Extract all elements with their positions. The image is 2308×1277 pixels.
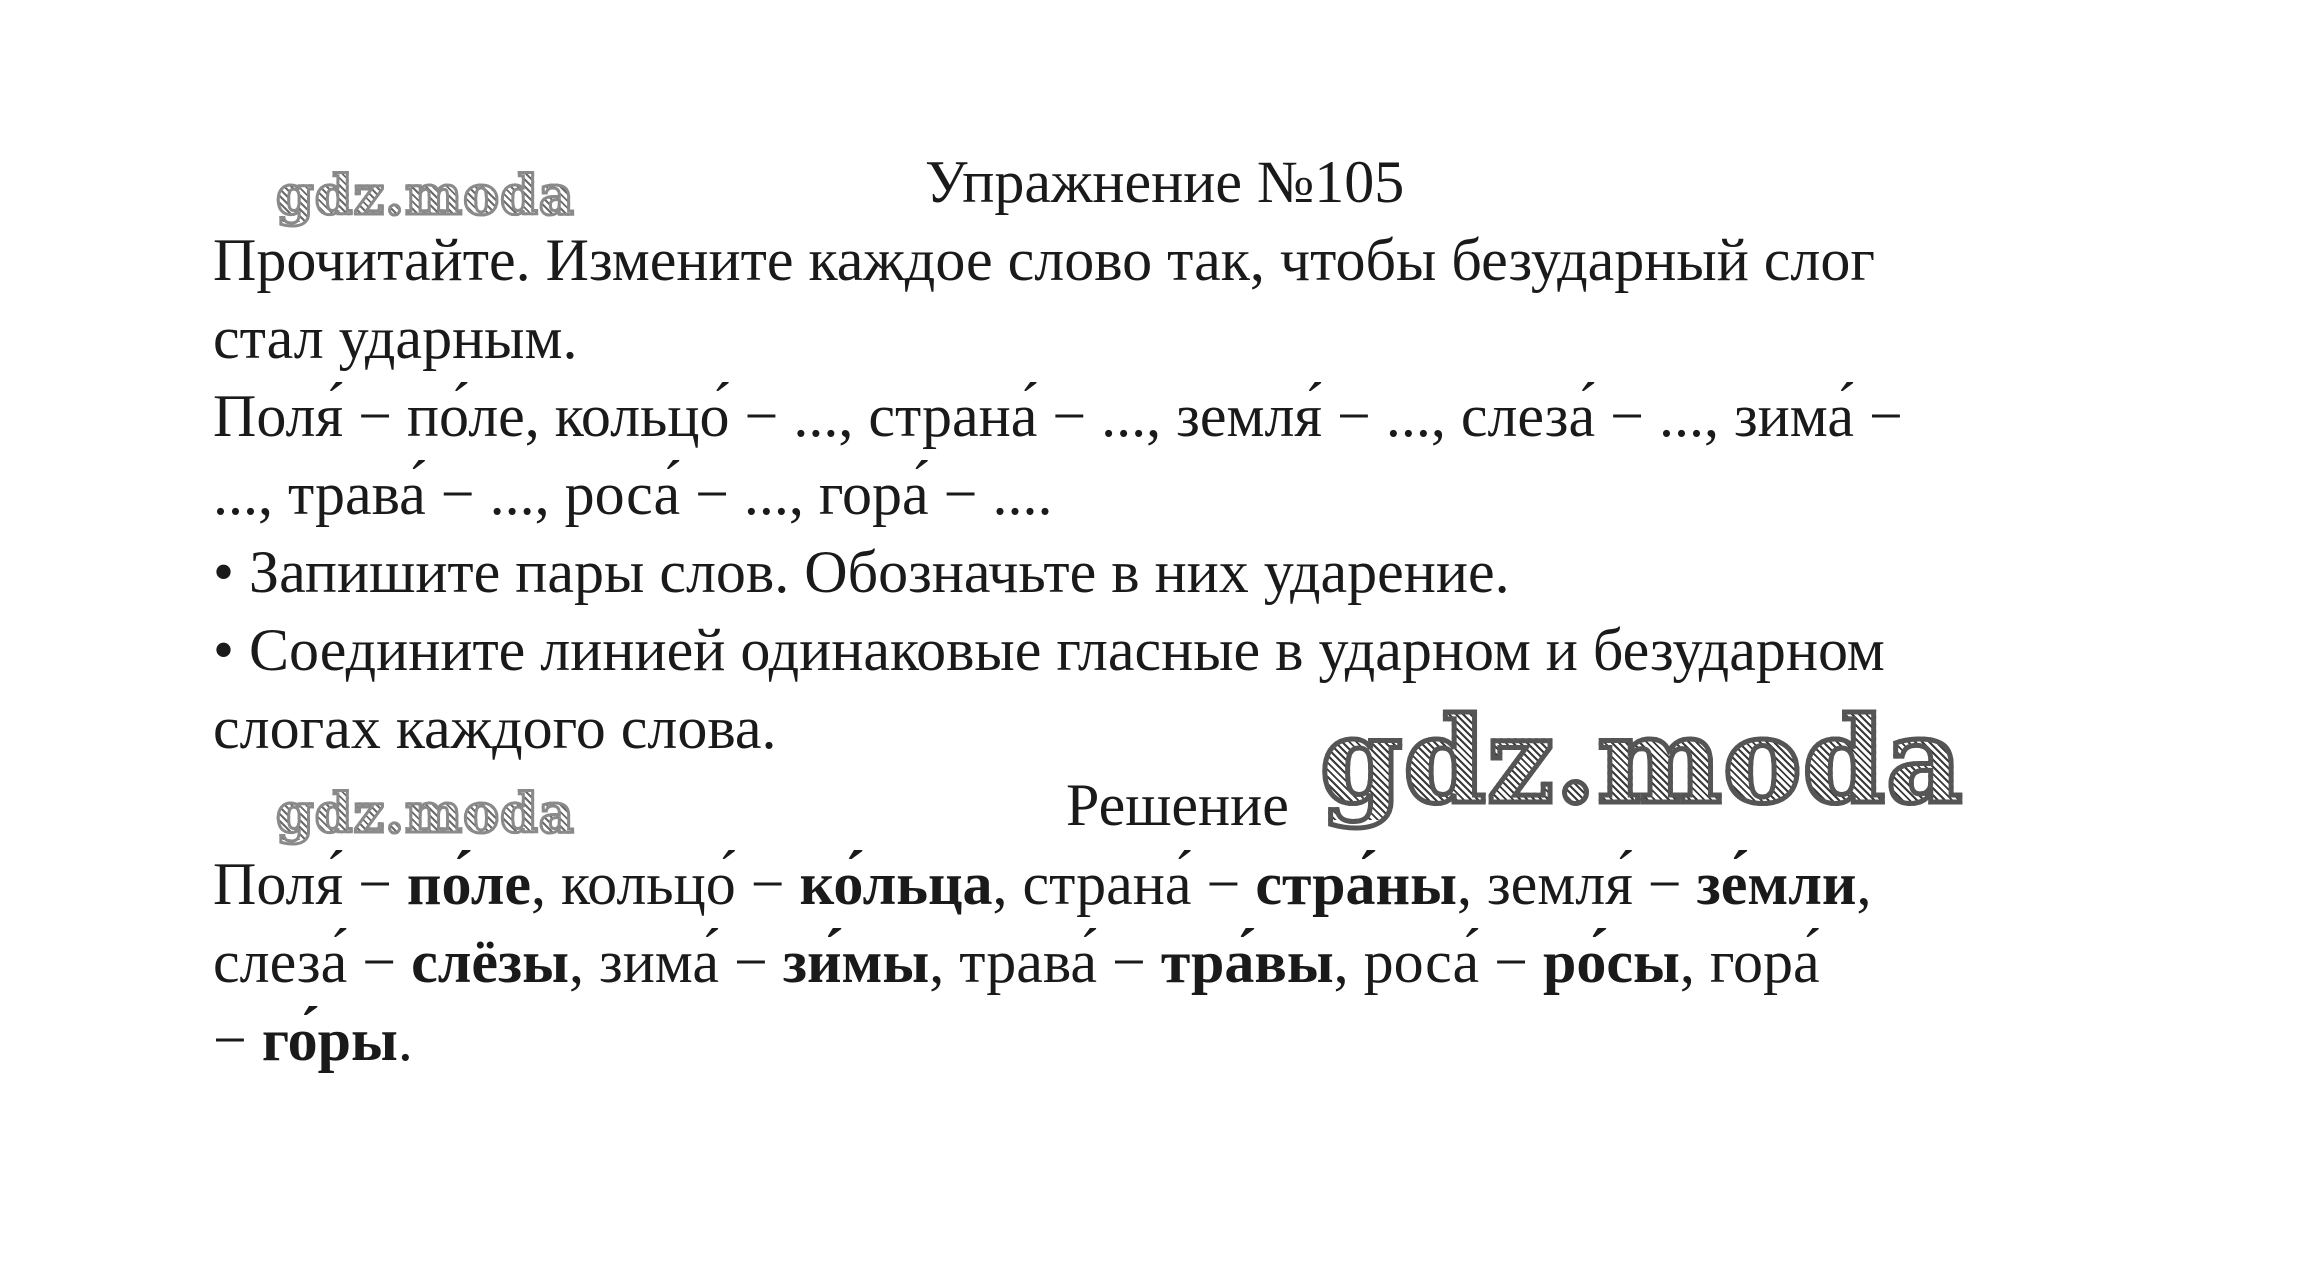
solution-text: слеза́ −	[213, 929, 412, 995]
solution-text: , кольцо́ −	[531, 851, 800, 917]
exercise-title: Упражнение №105	[925, 149, 1405, 215]
answer-word: ро́сы	[1543, 929, 1680, 995]
task-line-3: Поля́ − по́ле, кольцо́ − ..., страна́ − ..., земля́ − ..., слеза́ − ..., зима́ −	[213, 383, 1903, 449]
watermark-logo: gdz.moda	[276, 163, 575, 227]
answer-word: стра́ны	[1255, 851, 1457, 917]
solution-text: −	[213, 1007, 262, 1073]
task-bullet-1: • Запишите пары слов. Обозначьте в них ударение.	[213, 539, 1510, 605]
solution-line-2	[213, 929, 1820, 995]
answer-word: тра́вы	[1160, 929, 1334, 995]
answer-word: зе́мли	[1696, 851, 1857, 917]
answer-word: по́ле	[406, 851, 531, 917]
solution-line-1	[213, 851, 1872, 917]
answer-word: го́ры	[261, 1007, 398, 1073]
answer-word: слёзы	[411, 929, 569, 995]
watermark-logo-large: gdz.moda	[1320, 691, 1964, 830]
solution-text: .	[397, 1007, 413, 1073]
task-line-7: слогах каждого слова.	[213, 695, 777, 761]
solution-line-3	[213, 1007, 413, 1073]
answer-word: ко́льца	[799, 851, 993, 917]
watermark-logo: gdz.moda	[276, 781, 575, 845]
solution-text: , гора́	[1679, 929, 1820, 995]
answer-word: зи́мы	[782, 929, 930, 995]
solution-text: , трава́ −	[929, 929, 1161, 995]
task-line-4: ..., трава́ − ..., роса́ − ..., гора́ − ....	[213, 461, 1053, 527]
solution-heading: Решение	[1066, 772, 1289, 838]
solution-text: ,	[1856, 851, 1872, 917]
solution-text: , страна́ −	[992, 851, 1256, 917]
task-line-2: стал ударным.	[213, 305, 578, 371]
solution-text: , роса́ −	[1333, 929, 1543, 995]
solution-text: Поля́ −	[213, 851, 407, 917]
solution-text: , земля́ −	[1456, 851, 1697, 917]
task-bullet-2: • Соедините линией одинаковые гласные в ударном и безударном	[213, 617, 1885, 683]
task-line-1: Прочитайте. Измените каждое слово так, чтобы безударный слог	[213, 227, 1875, 293]
solution-text: , зима́ −	[569, 929, 783, 995]
